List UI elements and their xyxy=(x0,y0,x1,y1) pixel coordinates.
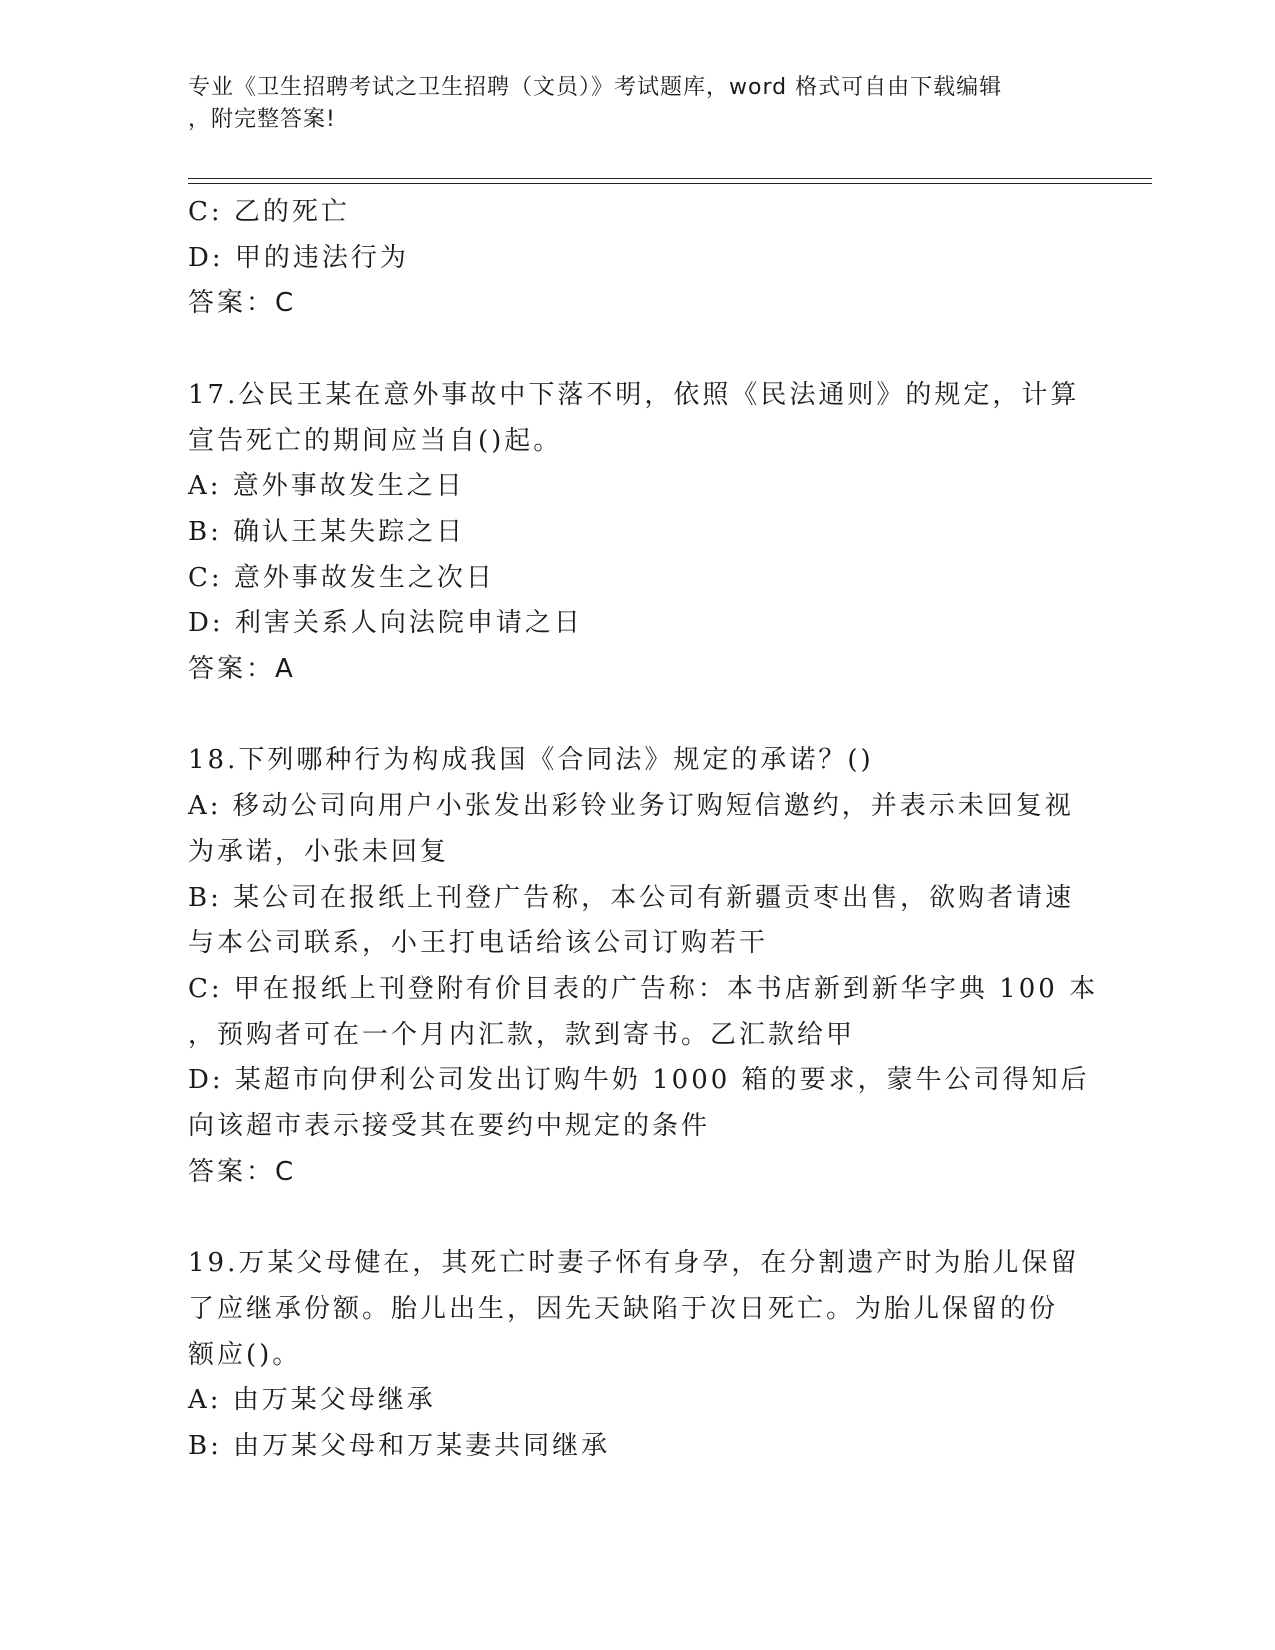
q19-option-b: B: 由万某父母和万某妻共同继承 xyxy=(188,1430,611,1461)
spacer xyxy=(188,327,1088,373)
q19-stem-line-2: 了应继承份额。胎儿出生，因先天缺陷于次日死亡。为胎儿保留的份 xyxy=(188,1293,1059,1324)
header-line-1: 专业《卫生招聘考试之卫生招聘（文员）》考试题库，word 格式可自由下载编辑 xyxy=(188,75,1003,100)
prev-answer: 答案：C xyxy=(188,288,297,319)
spacer xyxy=(188,693,1088,739)
q18-stem: 18.下列哪种行为构成我国《合同法》规定的承诺？() xyxy=(188,745,874,776)
q19-stem-line-3: 额应()。 xyxy=(188,1339,302,1370)
q17-option-b: B: 确认王某失踪之日 xyxy=(188,516,466,547)
header-divider-top xyxy=(188,178,1152,179)
q18-option-a-line-1: A: 移动公司向用户小张发出彩铃业务订购短信邀约，并表示未回复视 xyxy=(188,791,1074,822)
header-divider-bottom xyxy=(188,183,1152,184)
q18-option-d-line-2: 向该超市表示接受其在要约中规定的条件 xyxy=(188,1111,711,1142)
q18-option-d-line-1: D: 某超市向伊利公司发出订购牛奶 1000 箱的要求，蒙牛公司得知后 xyxy=(188,1065,1090,1096)
q18-option-b-line-1: B: 某公司在报纸上刊登广告称，本公司有新疆贡枣出售，欲购者请速 xyxy=(188,882,1075,913)
prev-option-c: C: 乙的死亡 xyxy=(188,197,350,227)
q17-option-c: C: 意外事故发生之次日 xyxy=(188,562,495,593)
q17-answer: 答案：A xyxy=(188,654,296,685)
question-content xyxy=(188,190,1099,1470)
q18-answer: 答案：C xyxy=(188,1156,297,1187)
q17-stem-line-2: 宣告死亡的期间应当自()起。 xyxy=(188,425,563,456)
q18-option-b-line-2: 与本公司联系，小王打电话给该公司订购若干 xyxy=(188,928,769,959)
q18-option-a-line-2: 为承诺，小张未回复 xyxy=(188,836,450,867)
spacer xyxy=(188,1195,1088,1241)
q17-option-a: A: 意外事故发生之日 xyxy=(188,471,465,502)
q19-stem-line-1: 19.万某父母健在，其死亡时妻子怀有身孕，在分割遗产时为胎儿保留 xyxy=(188,1248,1080,1279)
header-line-2: ，附完整答案! xyxy=(188,107,336,132)
document-header xyxy=(188,72,1068,136)
q18-option-c-line-1: C: 甲在报纸上刊登附有价目表的广告称：本书店新到新华字典 100 本 xyxy=(188,973,1099,1004)
prev-option-d: D: 甲的违法行为 xyxy=(188,242,409,273)
q17-option-d: D: 利害关系人向法院申请之日 xyxy=(188,608,583,639)
q18-option-c-line-2: ，预购者可在一个月内汇款，款到寄书。乙汇款给甲 xyxy=(188,1019,856,1050)
q19-option-a: A: 由万某父母继承 xyxy=(188,1385,436,1416)
q17-stem-line-1: 17.公民王某在意外事故中下落不明，依照《民法通则》的规定，计算 xyxy=(188,379,1080,410)
